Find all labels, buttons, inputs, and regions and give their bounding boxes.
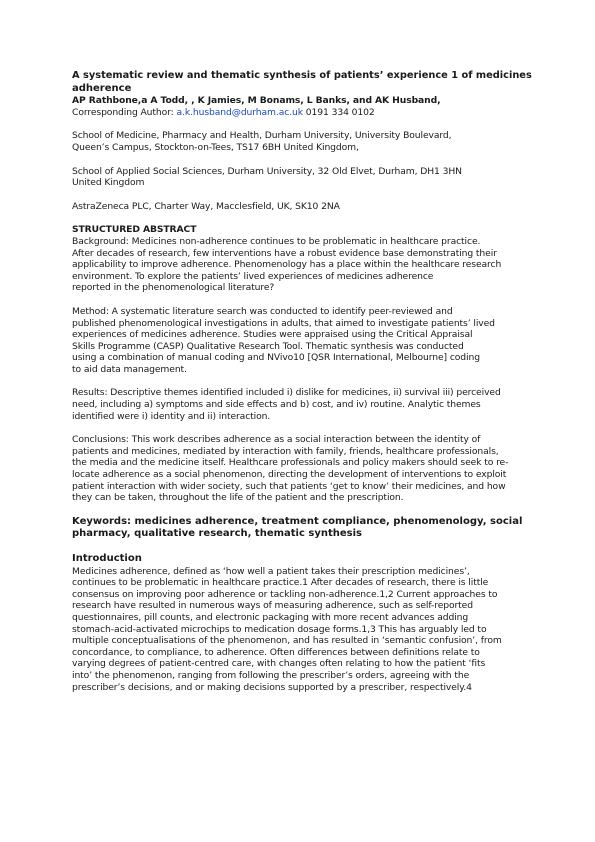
abstract-line: locate adherence as a social phenomenon, directing the development of interventions to exploit (72, 469, 507, 481)
abstract-line: applicability to improve adherence. Phenomenology has a place within the healthcare research (72, 259, 502, 271)
intro-line: prescriber’s decisions, and or making decisions supported by a prescriber, respectively.4 (72, 681, 472, 693)
abstract-line: Background: Medicines non-adherence continues to be problematic in healthcare practice. (72, 235, 481, 247)
abstract-line: Skills Programme (CASP) Qualitative Research Tool. Thematic synthesis was conducted (72, 340, 464, 352)
intro-line: concordance, to compliance, to adherence. Often differences between definitions relate to (72, 646, 480, 658)
affiliation-2-line-1: School of Applied Social Sciences, Durham University, 32 Old Elvet, Durham, DH1 3HN (72, 165, 462, 177)
abstract-background (72, 236, 532, 294)
affiliation-1-line-1: School of Medicine, Pharmacy and Health, Durham University, University Boulevard, (72, 130, 452, 142)
introduction-heading: Introduction (72, 553, 142, 564)
intro-line: stomach-acid-activated microchips to medication dosage forms.1,3 This has arguably led to (72, 623, 487, 635)
affiliation-1-line-2: Queen’s Campus, Stockton-on-Tees, TS17 6BH United Kingdom, (72, 141, 359, 153)
abstract-line: reported in the phenomenological literature? (72, 282, 275, 294)
abstract-line: patient interaction with wider society, such that patients ‘get to know’ their medicines, and how (72, 480, 506, 492)
abstract-line: need, including a) symptoms and side effects and b) cost, and iv) routine. Analytic themes (72, 399, 481, 411)
paper-title-line-1: A systematic review and thematic synthesis of patients’ experience 1 of medicines (72, 70, 532, 81)
author-list: AP Rathbone,a A Todd, , K Jamies, M Bonams, L Banks, and AK Husband, (72, 95, 441, 107)
affiliation-2-line-2: United Kingdom (72, 177, 145, 189)
paper-page (72, 70, 532, 693)
corresponding-author (72, 107, 532, 119)
abstract-line: After decades of research, few interventions have a robust evidence base demonstrating their (72, 247, 497, 259)
abstract-line: to aid data management. (72, 363, 187, 375)
intro-line: questionnaires, pill counts, and electronic packaging with more recent advances adding (72, 611, 469, 623)
introduction-body (72, 566, 532, 694)
abstract-line: identified were i) identity and ii) interaction. (72, 410, 271, 422)
abstract-line: experiences of medicines adherence. Studies were appraised using the Critical Appraisal (72, 329, 473, 341)
intro-line: consensus on improving poor adherence or tackling non-adherence.1,2 Current approaches to (72, 588, 498, 600)
corresponding-label: Corresponding Author: (72, 106, 174, 118)
corresponding-email-link[interactable]: a.k.husband@durham.ac.uk (176, 106, 303, 118)
abstract-heading: STRUCTURED ABSTRACT (72, 224, 197, 236)
abstract-line: Results: Descriptive themes identified included i) dislike for medicines, ii) survival iii) perceived (72, 387, 501, 399)
abstract-method (72, 306, 532, 376)
abstract-line: environment. To explore the patients’ lived experiences of medicines adherence (72, 270, 434, 282)
abstract-line: using a combination of manual coding and NVivo10 [QSR International, Melbourne] coding (72, 352, 480, 364)
intro-line: research have resulted in numerous ways of measuring adherence, such as self-reported (72, 600, 473, 612)
intro-line: into’ the phenomenon, ranging from following the prescriber’s orders, agreeing with the (72, 669, 470, 681)
abstract-line: they can be taken, throughout the life of the patient and the prescription. (72, 492, 404, 504)
intro-line: varying degrees of patient-centred care, with changes often relating to how the patient ‘fits (72, 658, 486, 670)
keywords-line: pharmacy, qualitative research, thematic synthesis (72, 528, 362, 540)
affiliation-3-line-1: AstraZeneca PLC, Charter Way, Macclesfield, UK, SK10 2NA (72, 200, 340, 212)
abstract-line: patients and medicines, mediated by interaction with family, friends, healthcare professionals, (72, 445, 499, 457)
paper-title-line-2: adherence (72, 82, 132, 94)
intro-line: continues to be problematic in healthcare practice.1 After decades of research, there is little (72, 577, 489, 589)
abstract-line: Method: A systematic literature search was conducted to identify peer-reviewed and (72, 305, 453, 317)
abstract-line: the media and the medicine itself. Healthcare professionals and policy makers should seek to re- (72, 457, 509, 469)
keywords-line: Keywords: medicines adherence, treatment compliance, phenomenology, social (72, 515, 523, 527)
intro-line: Medicines adherence, defined as ‘how well a patient takes their prescription medicines’, (72, 565, 470, 577)
intro-line: multiple conceptualisations of the phenomenon, and has resulted in ‘semantic confusion’, from (72, 635, 502, 647)
corresponding-phone: 0191 334 0102 (305, 106, 375, 118)
abstract-line: Conclusions: This work describes adherence as a social interaction between the identity of (72, 434, 481, 446)
keywords (72, 516, 532, 541)
abstract-line: published phenomenological investigations in adults, that aimed to investigate patients’ lived (72, 317, 495, 329)
abstract-conclusions (72, 434, 532, 504)
abstract-results (72, 387, 532, 422)
